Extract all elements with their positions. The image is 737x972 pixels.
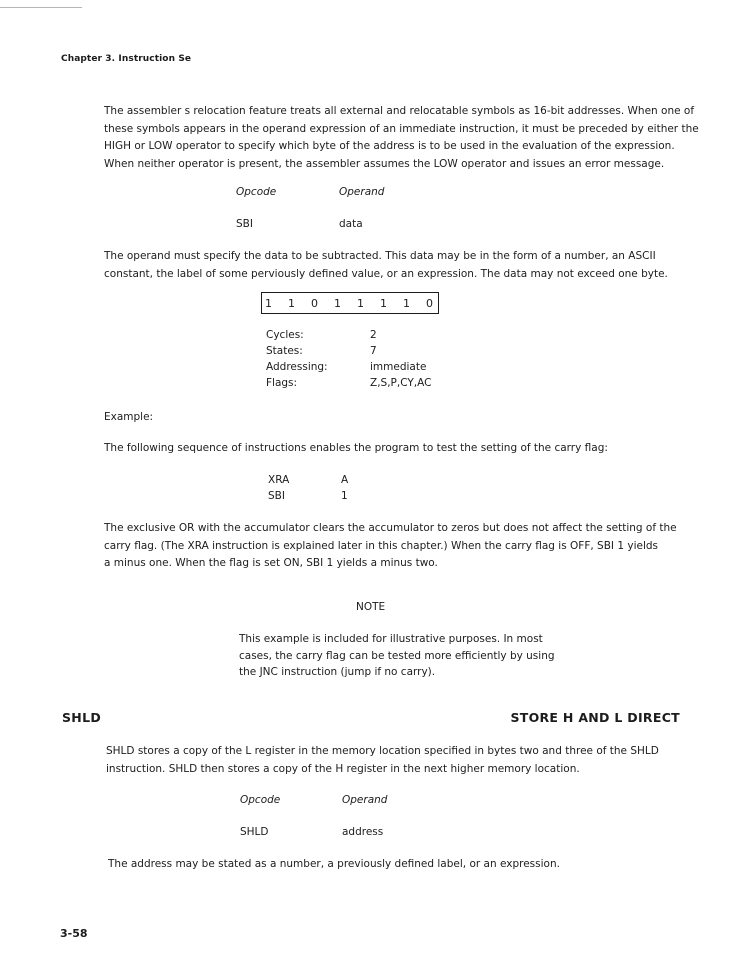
- paragraph-line: The operand must specify the data to be subtracted. This data may be in the form of a number, an ASCII: [104, 250, 656, 262]
- code-arg-1: A: [341, 474, 349, 486]
- spec-value-addressing: immediate: [370, 361, 427, 373]
- bit-0: 0: [426, 297, 433, 310]
- note-line: cases, the carry flag can be tested more efficiently by using: [239, 649, 555, 662]
- note-title: NOTE: [356, 601, 386, 613]
- address-description: The address may be stated as a number, a previously defined label, or an expression.: [108, 858, 560, 870]
- page-number: 3-58: [60, 927, 88, 940]
- paragraph-line: carry flag. (The XRA instruction is explained later in this chapter.) When the carry flag is OFF, SBI 1 yields: [104, 539, 659, 552]
- spec-label-flags: Flags:: [266, 377, 298, 389]
- paragraph-line: instruction. SHLD then stores a copy of the H register in the next higher memory location.: [106, 762, 580, 775]
- paragraph-line: When neither operator is present, the assembler assumes the LOW operator and issues an error message.: [104, 157, 665, 170]
- bit-1: 1: [403, 297, 410, 310]
- paragraph-line: SHLD stores a copy of the L register in the memory location specified in bytes two and three of the SHLD: [106, 745, 659, 757]
- chapter-header: Chapter 3. Instruction Se: [61, 54, 192, 64]
- shld-opcode-header: Opcode: [240, 794, 281, 806]
- spec-label-cycles: Cycles:: [266, 329, 304, 341]
- spec-label-states: States:: [266, 345, 303, 357]
- shld-operand-header: Operand: [342, 794, 388, 806]
- spec-value-states: 7: [370, 345, 377, 357]
- sbi-intro-paragraph: [104, 103, 699, 173]
- note-line: This example is included for illustrative purposes. In most: [239, 633, 543, 645]
- code-op-2: SBI: [268, 490, 285, 502]
- shld-opcode-value: SHLD: [240, 826, 269, 838]
- paragraph-line: these symbols appears in the operand expression of an immediate instruction, it must be preceded by either the: [104, 122, 699, 135]
- opcode-bit-pattern: [261, 292, 439, 314]
- shld-description: [106, 743, 659, 778]
- bit-4: 1: [334, 297, 341, 310]
- opcode-value: SBI: [236, 218, 253, 230]
- note-line: the JNC instruction (jump if no carry).: [239, 666, 436, 678]
- top-rule: [0, 7, 82, 8]
- shld-operand-value: address: [342, 826, 384, 838]
- paragraph-line: The assembler s relocation feature treats all external and relocatable symbols as 16-bit addresses. When one of: [104, 105, 695, 117]
- paragraph-line: a minus one. When the flag is set ON, SBI 1 yields a minus two.: [104, 557, 438, 569]
- section-title: STORE H AND L DIRECT: [510, 710, 680, 725]
- code-op-1: XRA: [268, 474, 290, 486]
- bit-6: 1: [288, 297, 295, 310]
- example-explanation: [104, 520, 677, 573]
- paragraph-line: The exclusive OR with the accumulator clears the accumulator to zeros but does not affect the setting of the: [104, 522, 677, 534]
- example-intro: The following sequence of instructions enables the program to test the setting of the carry flag:: [104, 442, 608, 454]
- paragraph-line: HIGH or LOW operator to specify which byte of the address is to be used in the evaluation of the expression.: [104, 140, 675, 152]
- opcode-header: Opcode: [236, 186, 277, 198]
- note-body: [239, 631, 555, 681]
- paragraph-line: constant, the label of some perviously defined value, or an expression. The data may not exceed one byte.: [104, 267, 668, 280]
- operand-description: [104, 248, 668, 283]
- spec-value-flags: Z,S,P,CY,AC: [370, 377, 432, 389]
- section-mnemonic: SHLD: [62, 710, 102, 725]
- operand-value: data: [339, 218, 363, 230]
- spec-value-cycles: 2: [370, 329, 377, 341]
- operand-header: Operand: [339, 186, 385, 198]
- code-arg-2: 1: [341, 490, 348, 502]
- bit-3: 1: [357, 297, 364, 310]
- spec-label-addressing: Addressing:: [266, 361, 328, 373]
- bit-5: 0: [311, 297, 318, 310]
- bit-7: 1: [265, 297, 272, 310]
- bit-2: 1: [380, 297, 387, 310]
- example-label: Example:: [104, 411, 154, 423]
